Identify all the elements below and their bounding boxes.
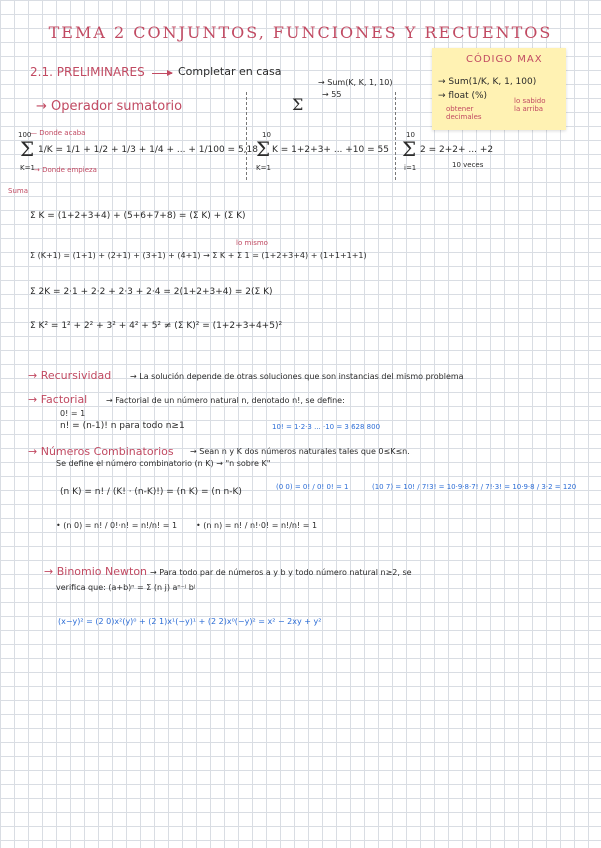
factorial-line-2: n! = (n-1)! n para todo n≥1 <box>60 421 185 431</box>
sum-lower: K=1 <box>256 164 271 172</box>
sum-lower: i=1 <box>404 164 417 172</box>
sum-upper: 10 <box>262 131 271 139</box>
bullet-item: Σ K = (1+2+3+4) + (5+6+7+8) = (Σ K) + (Σ K) <box>30 211 246 221</box>
sum-const-note: 10 veces <box>452 161 484 169</box>
recursividad-heading: → Recursividad <box>28 369 112 382</box>
binomio-text-2: verifica que: (a+b)ⁿ = Σ (n j) aⁿ⁻ʲ bʲ <box>56 583 196 592</box>
sum-lower-note: → Donde empieza <box>34 166 97 174</box>
sigma-icon: Σ <box>402 137 417 161</box>
binomio-text: → Para todo par de números a y b y todo número natural n≥2, se <box>150 568 412 577</box>
combinatorios-example-2: (10 7) = 10! / 7!3! = 10·9·8·7! / 7!·3! = 10·9·8 / 3·2 = 120 <box>372 483 577 491</box>
sigma-icon: Σ <box>292 95 304 114</box>
divider <box>395 92 396 180</box>
combinatorios-text: → Sean n y K dos números naturales tales que 0≤K≤n. <box>190 447 410 456</box>
sticky-note <box>432 48 566 130</box>
sticky-line-1: → Sum(1/K, K, 1, 100) <box>438 77 537 87</box>
combinatorios-example-1: (0 0) = 0! / 0! 0! = 1 <box>276 483 349 491</box>
sum10-expr: K = 1+2+3+ ... +10 = 55 <box>272 145 389 155</box>
combinatorios-example-4: • (n n) = n! / n!·0! = n!/n! = 1 <box>196 521 318 530</box>
sigma-icon: Σ <box>20 137 35 161</box>
sticky-line-2: → float (%) <box>438 91 488 101</box>
sticky-heading: CÓDIGO MAX <box>466 54 543 65</box>
lo-mismo-note: lo mismo <box>236 239 268 247</box>
operador-sumatorio-heading: → Operador sumatorio <box>36 99 183 114</box>
bullet-item: Σ K² = 1² + 2² + 3² + 4² + 5² ≠ (Σ K)² = (1+2+3+4+5)² <box>30 321 283 331</box>
sum-lower: K=1 <box>20 164 35 172</box>
suma-label: Suma <box>8 187 28 195</box>
factorial-heading: → Factorial <box>28 393 88 406</box>
divider <box>246 92 247 180</box>
section-heading: 2.1. PRELIMINARES <box>30 65 145 79</box>
combinatorios-example-3: • (n 0) = n! / 0!·n! = n!/n! = 1 <box>56 521 178 530</box>
sticky-note-right-1: lo sabido <box>514 97 546 105</box>
combinatorios-def: Se define el número combinatorio (n K) → "n sobre K" <box>56 459 271 468</box>
harmonic-expr: 1/K = 1/1 + 1/2 + 1/3 + 1/4 + ... + 1/100 = 5,18 <box>38 145 258 155</box>
sticky-note-left-1: obtener <box>446 105 474 113</box>
section-subtitle: Completar en casa <box>178 65 282 78</box>
factorial-example: 10! = 1·2·3 ... ·10 = 3 628 800 <box>272 423 381 431</box>
binomio-example: (x−y)² = (2 0)x²(y)⁰ + (2 1)x¹(−y)¹ + (2 2)x⁰(−y)² = x² − 2xy + y² <box>58 617 322 626</box>
combinatorios-formula: (n K) = n! / (K! · (n-K)!) = (n K) = (n n-K) <box>60 487 242 497</box>
recursividad-text: → La solución depende de otras soluciones que son instancias del mismo problema <box>130 372 464 381</box>
sticky-note-right-2: la arriba <box>514 105 544 113</box>
sum-upper: 10 <box>406 131 415 139</box>
sum-code-line-1: → Sum(K, K, 1, 10) <box>318 78 393 87</box>
sticky-note-left-2: decimales <box>446 113 482 121</box>
combinatorios-heading: → Números Combinatorios <box>28 445 174 458</box>
factorial-text: → Factorial de un número natural n, denotado n!, se define: <box>106 396 345 405</box>
sum-const-expr: 2 = 2+2+ ... +2 <box>420 145 494 155</box>
factorial-line-1: 0! = 1 <box>60 409 86 418</box>
sum-code-line-2: → 55 <box>322 90 342 99</box>
sigma-icon: Σ <box>256 137 271 161</box>
binomio-heading: → Binomio Newton <box>44 565 148 578</box>
arrow-icon <box>152 73 172 74</box>
bullet-item: Σ 2K = 2·1 + 2·2 + 2·3 + 2·4 = 2(1+2+3+4) = 2(Σ K) <box>30 287 273 297</box>
sum-upper-note: — Donde acaba <box>30 129 86 137</box>
sum-upper: 100 <box>18 131 32 139</box>
bullet-item: Σ (K+1) = (1+1) + (2+1) + (3+1) + (4+1) → Σ K + Σ 1 = (1+2+3+4) + (1+1+1+1) <box>30 251 367 260</box>
page-title: TEMA 2 CONJUNTOS, FUNCIONES Y RECUENTOS <box>48 23 553 42</box>
